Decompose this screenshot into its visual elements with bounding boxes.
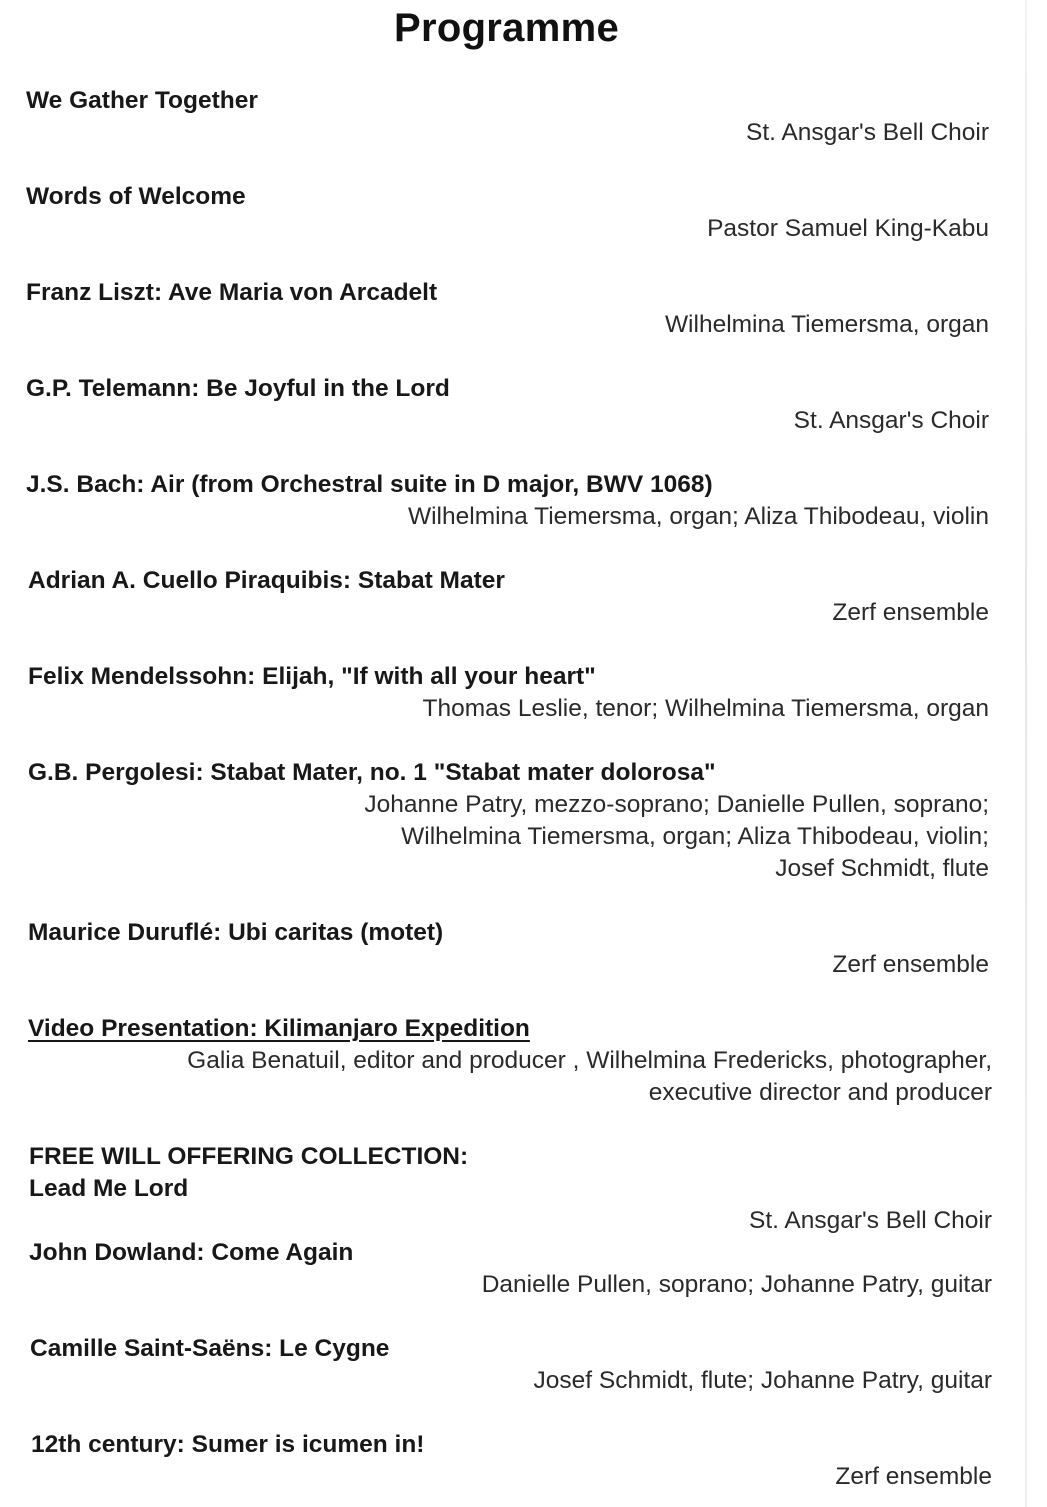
piece-title: Camille Saint-Saëns: Le Cygne: [30, 1335, 390, 1362]
performer-line: Josef Schmidt, flute: [775, 855, 989, 882]
performer-line: Zerf ensemble: [835, 1463, 992, 1490]
performer-line: Josef Schmidt, flute; Johanne Patry, guitar: [533, 1367, 992, 1394]
performer-line: Johanne Patry, mezzo-soprano; Danielle Pullen, soprano;: [364, 791, 989, 818]
performers: [482, 1269, 992, 1301]
page-title: Programme: [393, 6, 619, 50]
performers: [665, 309, 989, 341]
performers: [832, 597, 989, 629]
piece-title: J.S. Bach: Air (from Orchestral suite in D major, BWV 1068): [26, 471, 713, 498]
page-edge: [1025, 0, 1027, 1507]
piece-title: Maurice Duruflé: Ubi caritas (motet): [28, 919, 444, 946]
performer-line: St. Ansgar's Choir: [793, 407, 989, 434]
piece-title: John Dowland: Come Again: [29, 1239, 354, 1266]
performer-line: Thomas Leslie, tenor; Wilhelmina Tiemersma, organ: [422, 695, 989, 722]
performer-line: Wilhelmina Tiemersma, organ; Aliza Thibodeau, violin: [407, 503, 989, 530]
piece-title: Lead Me Lord: [29, 1175, 189, 1202]
performer-line: Pastor Samuel King-Kabu: [707, 215, 989, 242]
performers: [749, 1205, 992, 1237]
piece-title: Words of Welcome: [26, 183, 246, 210]
performers: [832, 949, 989, 981]
performers: [187, 1045, 992, 1109]
performers: [835, 1461, 992, 1493]
performer-line: Danielle Pullen, soprano; Johanne Patry, guitar: [481, 1271, 992, 1298]
performers: [408, 501, 989, 533]
performer-line: Zerf ensemble: [832, 599, 989, 626]
piece-title: G.B. Pergolesi: Stabat Mater, no. 1 "Stabat mater dolorosa": [28, 759, 716, 786]
piece-title: Felix Mendelssohn: Elijah, "If with all your heart": [28, 663, 596, 690]
performer-line: St. Ansgar's Bell Choir: [746, 119, 989, 146]
piece-title: Franz Liszt: Ave Maria von Arcadelt: [26, 279, 438, 306]
performer-line: Galia Benatuil, editor and producer , Wilhelmina Fredericks, photographer,: [187, 1047, 992, 1074]
piece-title: 12th century: Sumer is icumen in!: [31, 1431, 425, 1458]
performers: [746, 117, 989, 149]
performers: [423, 693, 989, 725]
performers: [534, 1365, 992, 1397]
piece-title: We Gather Together: [26, 87, 258, 114]
piece-title: Adrian A. Cuello Piraquibis: Stabat Mater: [28, 567, 505, 594]
performer-line: Zerf ensemble: [832, 951, 989, 978]
performers: [364, 789, 989, 885]
performer-line: St. Ansgar's Bell Choir: [749, 1207, 992, 1234]
performers: [707, 213, 989, 245]
performer-line: Wilhelmina Tiemersma, organ; Aliza Thibodeau, violin;: [401, 823, 989, 850]
piece-title: G.P. Telemann: Be Joyful in the Lord: [26, 375, 450, 402]
section-heading: FREE WILL OFFERING COLLECTION:: [29, 1143, 469, 1170]
piece-title: Video Presentation: Kilimanjaro Expedition: [28, 1015, 530, 1042]
performer-line: Wilhelmina Tiemersma, organ: [664, 311, 989, 338]
performer-line: executive director and producer: [648, 1079, 992, 1106]
performers: [794, 405, 989, 437]
